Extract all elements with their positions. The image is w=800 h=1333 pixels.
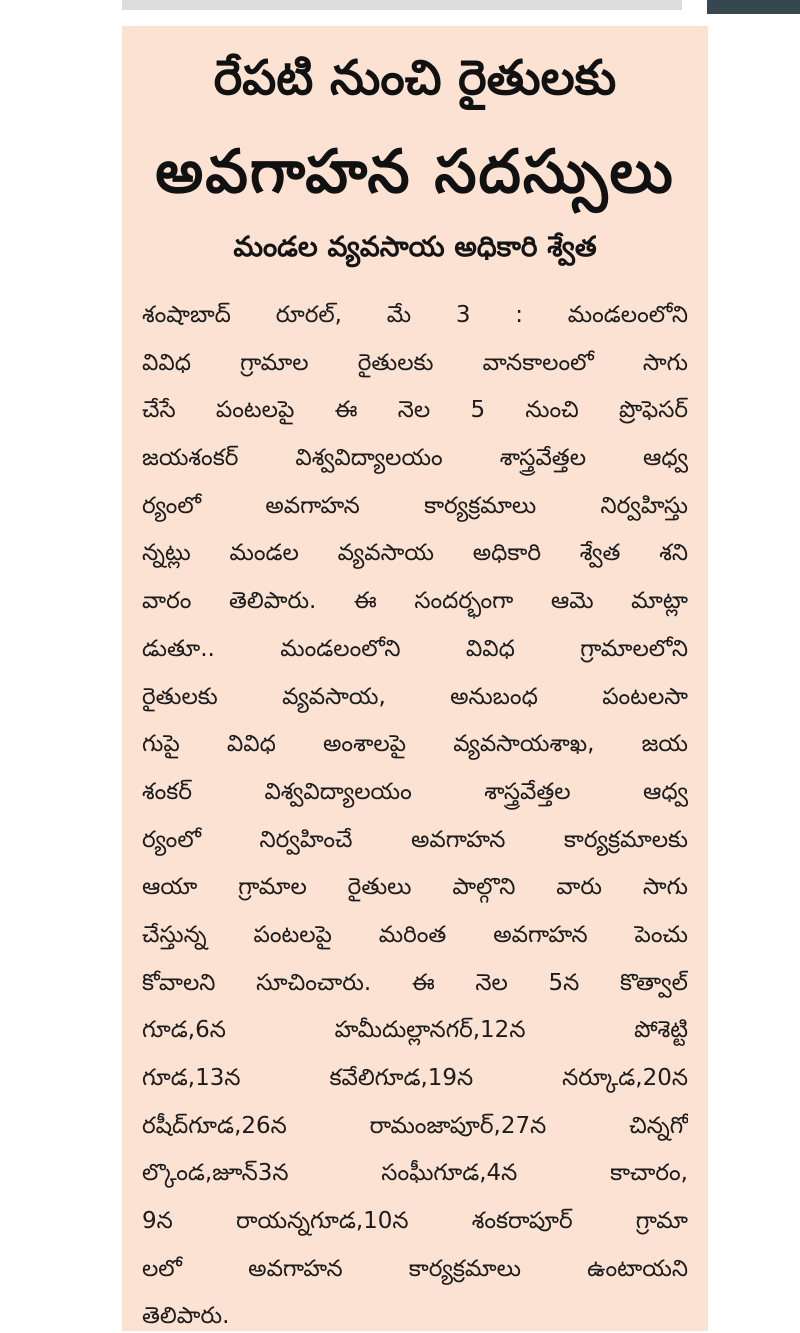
- article-body-line: డుతూ.. మండలంలోని వివిధ గ్రామాలలోని: [142, 635, 688, 662]
- article-body-line: ర్యంలో నిర్వహించే అవగాహన కార్యక్రమాలకు: [142, 826, 688, 853]
- subheadline: మండల వ్యవసాయ అధికారి శ్వేత: [233, 230, 597, 263]
- article-body-line: చేసే పంటలపై ఈ నెల 5 నుంచి ప్రొఫెసర్: [142, 397, 688, 424]
- article-body-line: తెలిపారు.: [142, 1303, 230, 1330]
- article-body-line: శంషాబాద్ రూరల్, మే 3 : మండలంలోని: [142, 302, 688, 328]
- article-body-line: జయశంకర్ విశ్వవిద్యాలయం శాస్త్రవేత్తల ఆధ్వ: [142, 445, 688, 472]
- top-dark-tab: [707, 0, 800, 14]
- article-body-line: గూడ,13న కవేలిగూడ,19న నర్కూడ,20న: [142, 1065, 688, 1091]
- article-body-line: వివిధ గ్రామాల రైతులకు వానకాలంలో సాగు: [142, 349, 688, 376]
- article-body-line: వారం తెలిపారు. ఈ సందర్భంగా ఆమె మాట్లా: [142, 588, 688, 615]
- article-body-line: గుపై వివిధ అంశాలపై వ్యవసాయశాఖ, జయ: [142, 731, 688, 758]
- article-body-line: ల్కొండ,జూన్3న సంఘీగూడ,4న కాచారం,: [142, 1160, 688, 1187]
- headline-line-2: అవగాహన సదస్సులు: [155, 137, 675, 207]
- top-divider-strip: [122, 0, 682, 10]
- news-clipping: [122, 26, 708, 1331]
- article-body-line: 9న రాయన్నగూడ,10న శంకరాపూర్ గ్రామా: [142, 1208, 688, 1235]
- headline-line-1: రేపటి నుంచి రైతులకు: [213, 50, 617, 106]
- article-body-line: న్నట్లు మండల వ్యవసాయ అధికారి శ్వేత శని: [142, 540, 688, 567]
- article-body-line: చేస్తున్న పంటలపై మరింత అవగాహన పెంచు: [142, 921, 688, 948]
- article-body-line: గూడ,6న హమీదుల్లానగర్,12న పోశెట్టి: [142, 1017, 688, 1044]
- article-body-line: లలో అవగాహన కార్యక్రమాలు ఉంటాయని: [142, 1255, 688, 1282]
- article-body-line: శంకర్ విశ్వవిద్యాలయం శాస్త్రవేత్తల ఆధ్వ: [142, 778, 688, 805]
- article-body-line: ర్యంలో అవగాహన కార్యక్రమాలు నిర్వహిస్తు: [142, 492, 688, 519]
- article-body-line: ఆయా గ్రామాల రైతులు పాల్గొని వారు సాగు: [142, 874, 688, 901]
- article-body: [142, 292, 688, 1333]
- article-body-line: కోవాలని సూచించారు. ఈ నెల 5న కొత్వాల్: [142, 969, 688, 996]
- article-body-line: రైతులకు వ్యవసాయ, అనుబంధ పంటలసా: [142, 683, 688, 710]
- article-body-line: రషీద్‌గూడ,26న రామంజాపూర్,27న చిన్నగో: [142, 1112, 688, 1139]
